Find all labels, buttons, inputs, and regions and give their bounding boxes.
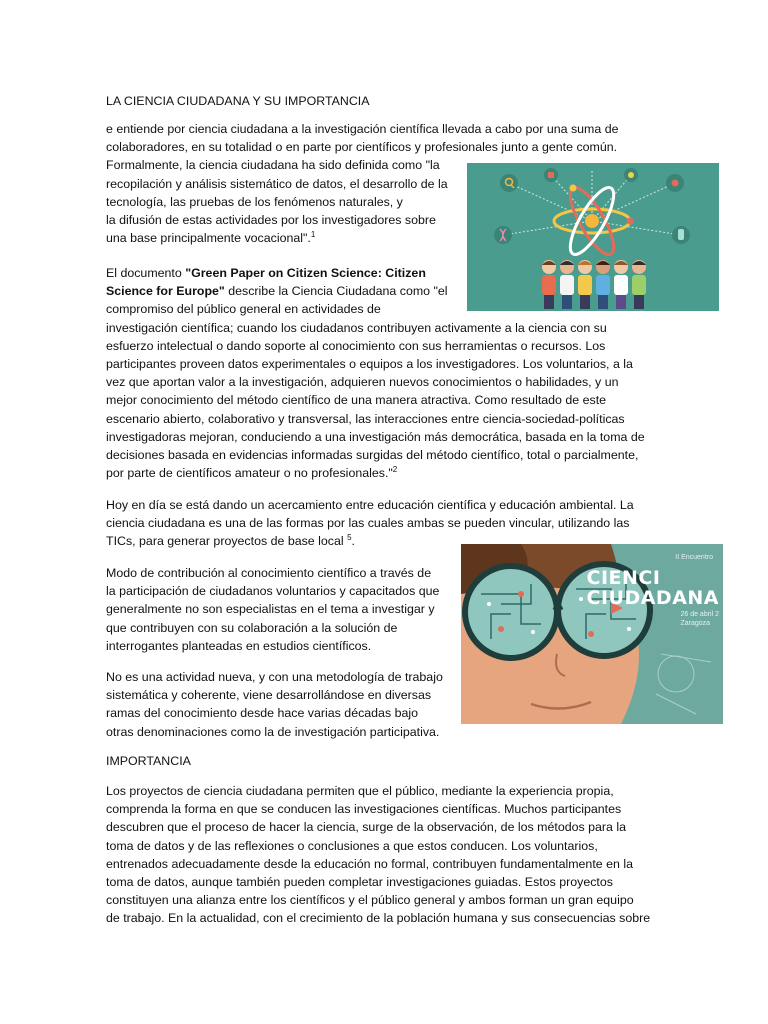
- paragraph-contribution: Modo de contribución al conocimiento científico a través de la participación de ciudadanos voluntarios y capacitados que generalmente no son especialistas en el tema a investigar y que contribuyen con su colaboración a la solución de interrogantes planteadas en estudios científicos.: [106, 566, 440, 653]
- footnote-ref-2: 2: [392, 465, 398, 475]
- poster-illustration: [461, 544, 723, 724]
- paragraph-history: No es una actividad nueva, y con una metodología de trabajo sistemática y coherente, viene desarrollándose en diversas ramas del conocimiento desde hace varias décadas bajo otras denominaciones como la de investigación participativa.: [106, 670, 443, 739]
- paragraph-intro: e entiende por ciencia ciudadana a la investigación científica llevada a cabo por una suma de colaboradores, en su totalidad o en parte por científicos y profesionales junto a gente común. Formalmente, la ciencia ciudadana ha sido definida como "la recopilación y análisis sistemático de datos, el desarrollo de la tecnología, las pruebas de los fenómenos naturales, y la difusión de estas actividades por los investigadores sobre una base principalmente vocacional".$^1$: [106, 122, 619, 246]
- footnote-ref-1: 1: [310, 230, 316, 240]
- atom-people-illustration: [467, 163, 719, 311]
- section-heading-importancia: IMPORTANCIA: [106, 754, 191, 768]
- poster-title: CIENCI CIUDADANA: [586, 567, 719, 609]
- paragraph-green-paper: El documento "Green Paper on Citizen Science: Citizen Science for Europe" describe la Ciencia Ciudadana como "el compromiso del público general en actividades de investigación científica; cuando los ciudadanos contribuyen activamente a la ciencia con su esfuerzo intelectual o dando soporte al conocimiento con sus herramientas o recursos. Los participantes proveen datos experimentales o equipos a los investigadores. Los voluntarios, a la vez que aportan valor a la investigación, adquieren nuevos conocimientos o habilidades, y un mejor conocimiento del método científico de una manera atractiva. Como resultado de este escenario abierto, colaborativo y transversal, las interacciones entre ciencia-sociedad-políticas investigadoras mejoran, conduciendo a una investigación más democrática, basada en la toma de decisiones basada en evidencias informadas surgidas del método científico, total o parcialmente, por parte de científicos amateur o no profesionales."$^2$: [106, 266, 645, 481]
- poster-date: 26 de abril 2 Zaragoza: [680, 611, 719, 627]
- paragraph-education: Hoy en día se está dando un acercamiento entre educación científica y educación ambiental. La ciencia ciudadana es una de las formas por las cuales ambas se pueden vincular, utilizando las TICs, para generar proyectos de base local $^5$.: [106, 498, 634, 549]
- footnote-ref-5: 5: [347, 533, 352, 543]
- poster-event-label: II Encuentro: [675, 554, 713, 561]
- document-title: LA CIENCIA CIUDADANA Y SU IMPORTANCIA: [106, 94, 370, 108]
- citizen-science-illustration: [467, 163, 719, 311]
- paragraph-importance: Los proyectos de ciencia ciudadana permiten que el público, mediante la experiencia propia, comprenda la forma en que se conducen las investigaciones científicas. Muchos participantes descubren que el proceso de hacer la ciencia, surge de la observación, de los métodos para la toma de datos y de las reflexiones o conclusiones a que estos conducen. Los voluntarios, entrenados adecuadamente desde la educación no formal, contribuyen fundamentalmente en la toma de datos, aunque también pueden completar investigaciones guiadas. Estos proyectos constituyen una alianza entre los científicos y el público general y ambos forman un gran equipo de trabajo. En la actualidad, con el crecimiento de la población humana y sus consecuencias sobre: [106, 784, 651, 926]
